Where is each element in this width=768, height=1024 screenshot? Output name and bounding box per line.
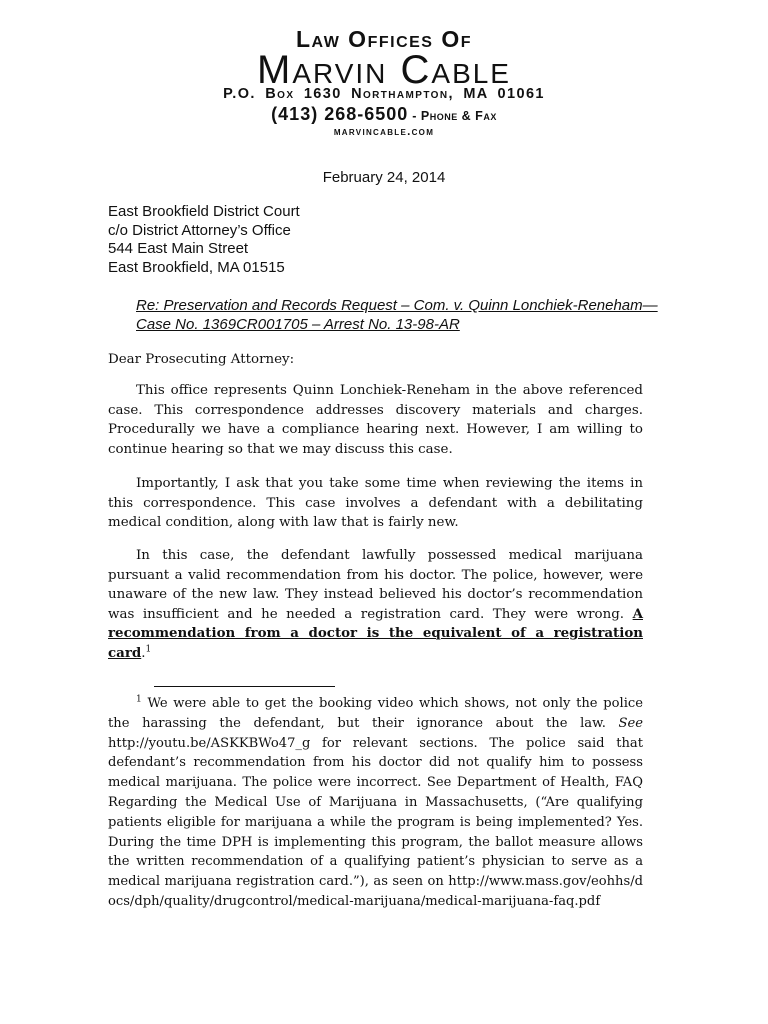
recipient-line-1: East Brookfield District Court (108, 203, 300, 220)
paragraph-3-emphasis: A recommendation from a doctor is the equivalent of a registration card (108, 605, 643, 661)
footnote-part-1: We were able to get the booking video which shows, not only the police the harassing the defendant, but their ignorance about the law. (108, 696, 643, 731)
letterhead-phone-suffix: - Phone & Fax (408, 109, 497, 123)
letterhead-phone: (413) 268-6500 (271, 104, 409, 124)
paragraph-3-text (108, 546, 643, 663)
footnote-url[interactable]: http://www.mass.gov/eohhs/docs/dph/quality/drugcontrol/medical-marijuana/medical-marijuana-faq.pdf (108, 874, 643, 909)
paragraph-2-text: Importantly, I ask that you take some time when reviewing the items in this correspondence. This case involves a defendant with a debilitating medical condition, along with law that is fairly new. (108, 476, 643, 530)
letter-date: February 24, 2014 (322, 169, 446, 186)
paragraph-2 (108, 474, 643, 533)
salutation (108, 350, 643, 370)
paragraph-3-period: . (141, 645, 146, 661)
letterhead-name: Marvin Cable (257, 48, 511, 92)
recipient-line-4: East Brookfield, MA 01515 (108, 258, 285, 276)
footnote-1 (108, 694, 643, 912)
recipient-line-2: c/o District Attorney’s Office (108, 221, 291, 239)
re-line: Re: Preservation and Records Request – Com. v. Quinn Lonchiek-Reneham—Case No. 1369CR001705 – Arrest No. 13-98-AR (136, 297, 658, 333)
letterhead-address: P.O. Box 1630 Northampton, MA 01061 (223, 86, 545, 102)
letterhead-website: marvincable.com (333, 126, 435, 138)
footnote-part-2: http://youtu.be/ASKKBWo47_g for relevant sections. The police said that defendant’s recommendation from his doctor did not qualify him to possess medical marijuana. The police were incorrect. See Department of Health, FAQ Regarding the Medical Use of Marijuana in Massachusetts, (“Are qualifying patients eligible for marijuana a while the program is being implemented? Yes. During the time DPH is implementing this program, the ballot measure allows the written recommendation of a qualifying patient’s physician to serve as a medical marijuana registration card.”), as seen on (108, 735, 643, 890)
footnote-separator (154, 686, 335, 687)
salutation-text: Dear Prosecuting Attorney: (108, 352, 295, 367)
footnote-marker: 1 (136, 694, 142, 705)
footnote-1-text (108, 694, 643, 912)
paragraph-3-body: In this case, the defendant lawfully possessed medical marijuana pursuant a valid recommendation from his doctor. The police, however, were unaware of the new law. They instead believed his doctor’s recommendation was insufficient and he needed a registration card. They were wrong. (108, 548, 643, 622)
paragraph-1-text: This office represents Quinn Lonchiek-Reneham in the above referenced case. This correspondence addresses discovery materials and charges. Procedurally we have a compliance hearing next. However, I am willing to continue hearing so that we may discuss this case. (108, 383, 643, 457)
paragraph-1 (108, 381, 643, 459)
recipient-line-3: 544 East Main Street (108, 240, 249, 257)
footnote-see: See (618, 715, 643, 731)
footnote-reference[interactable]: 1 (145, 644, 152, 655)
letterhead-firm-line: Law Offices Of (295, 26, 473, 52)
paragraph-3 (108, 546, 643, 663)
recipient-address (108, 203, 300, 277)
letterhead-phone-line (0, 104, 768, 125)
